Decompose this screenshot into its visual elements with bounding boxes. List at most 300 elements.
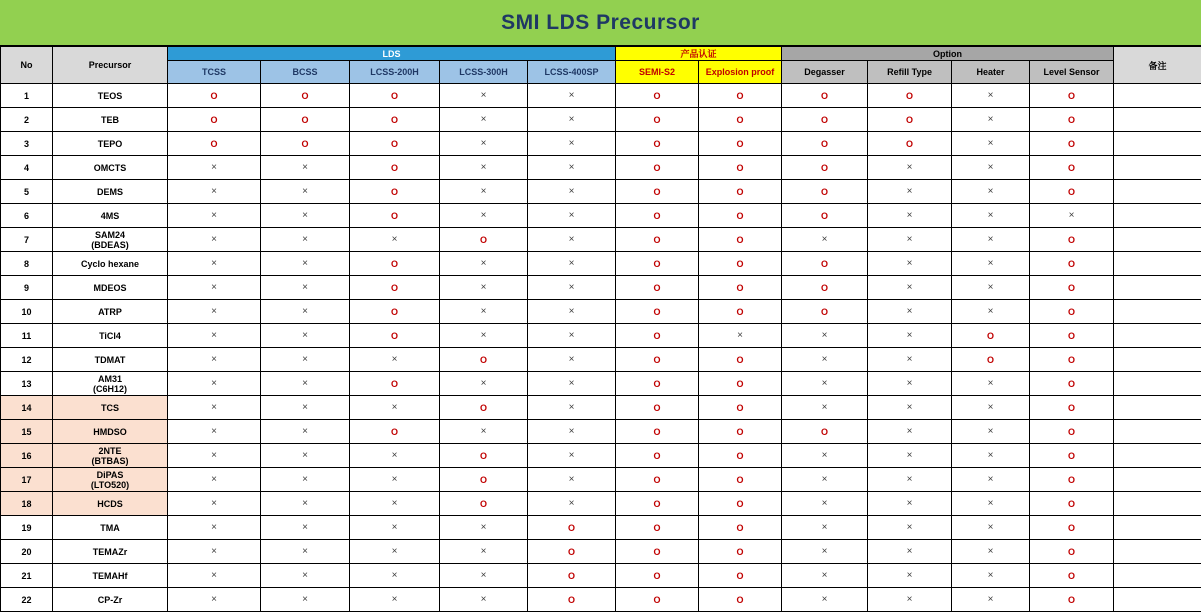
table-row xyxy=(1,300,1201,324)
cell-mark: O xyxy=(1030,420,1114,444)
cell-mark: O xyxy=(350,132,440,156)
cell-mark: O xyxy=(699,540,782,564)
cell-mark: × xyxy=(782,564,868,588)
table-row xyxy=(1,588,1201,612)
cell-mark: O xyxy=(261,84,350,108)
precursor-name: DiPAS (LTO520) xyxy=(53,468,168,492)
cell-mark: O xyxy=(782,132,868,156)
cell-mark: O xyxy=(350,420,440,444)
cell-mark: O xyxy=(1030,564,1114,588)
cell-mark: O xyxy=(616,348,699,372)
cell-mark: × xyxy=(528,180,616,204)
cell-mark: O xyxy=(616,252,699,276)
row-number: 4 xyxy=(1,156,53,180)
cell-mark: O xyxy=(1030,108,1114,132)
cell-mark: O xyxy=(1030,300,1114,324)
row-number: 22 xyxy=(1,588,53,612)
cell-mark: O xyxy=(350,324,440,348)
column-header-refill-type: Refill Type xyxy=(868,61,952,84)
cell-mark: O xyxy=(261,132,350,156)
column-header-no: No xyxy=(1,47,53,84)
cell-mark: × xyxy=(952,180,1030,204)
cell-mark: × xyxy=(261,156,350,180)
cell-mark: O xyxy=(350,180,440,204)
cell-mark: × xyxy=(261,276,350,300)
cell-mark: × xyxy=(782,444,868,468)
cell-mark: × xyxy=(868,180,952,204)
precursor-name: TDMAT xyxy=(53,348,168,372)
cell-mark: × xyxy=(528,204,616,228)
precursor-name: CP-Zr xyxy=(53,588,168,612)
cell-mark: × xyxy=(261,444,350,468)
cell-mark: O xyxy=(168,84,261,108)
column-group-certification: 产品认证 xyxy=(616,47,782,61)
cell-mark: O xyxy=(699,300,782,324)
cell-mark: × xyxy=(440,372,528,396)
cell-mark: O xyxy=(528,564,616,588)
cell-mark: O xyxy=(1030,180,1114,204)
row-number: 12 xyxy=(1,348,53,372)
cell-mark: O xyxy=(350,156,440,180)
cell-mark: × xyxy=(350,492,440,516)
cell-mark: × xyxy=(261,372,350,396)
cell-mark: O xyxy=(699,108,782,132)
cell-mark: × xyxy=(440,132,528,156)
cell-mark: × xyxy=(528,444,616,468)
cell-mark: × xyxy=(868,516,952,540)
cell-mark: × xyxy=(952,252,1030,276)
cell-mark: × xyxy=(261,252,350,276)
cell-mark: O xyxy=(699,372,782,396)
remark-cell xyxy=(1114,228,1201,252)
cell-mark: O xyxy=(1030,444,1114,468)
column-header-lcss-400sp: LCSS-400SP xyxy=(528,61,616,84)
table-row xyxy=(1,156,1201,180)
cell-mark: × xyxy=(168,204,261,228)
cell-mark: O xyxy=(350,372,440,396)
cell-mark: × xyxy=(168,564,261,588)
cell-mark: O xyxy=(168,132,261,156)
document-title-bar xyxy=(0,0,1201,46)
cell-mark: × xyxy=(261,516,350,540)
column-group-lds: LDS xyxy=(168,47,616,61)
cell-mark: × xyxy=(440,300,528,324)
cell-mark: × xyxy=(528,156,616,180)
cell-mark: × xyxy=(528,84,616,108)
cell-mark: × xyxy=(528,324,616,348)
cell-mark: O xyxy=(782,108,868,132)
cell-mark: × xyxy=(168,228,261,252)
cell-mark: O xyxy=(1030,588,1114,612)
cell-mark: O xyxy=(1030,492,1114,516)
table-row xyxy=(1,84,1201,108)
precursor-name: HMDSO xyxy=(53,420,168,444)
cell-mark: × xyxy=(440,84,528,108)
cell-mark: × xyxy=(782,516,868,540)
cell-mark: × xyxy=(350,396,440,420)
cell-mark: × xyxy=(952,540,1030,564)
cell-mark: O xyxy=(616,540,699,564)
row-number: 8 xyxy=(1,252,53,276)
row-number: 6 xyxy=(1,204,53,228)
cell-mark: O xyxy=(616,276,699,300)
cell-mark: O xyxy=(528,516,616,540)
cell-mark: O xyxy=(350,84,440,108)
remark-cell xyxy=(1114,156,1201,180)
cell-mark: × xyxy=(528,348,616,372)
cell-mark: O xyxy=(616,396,699,420)
cell-mark: O xyxy=(699,84,782,108)
precursor-name: TEPO xyxy=(53,132,168,156)
precursor-name: TEOS xyxy=(53,84,168,108)
cell-mark: × xyxy=(952,492,1030,516)
cell-mark: × xyxy=(261,468,350,492)
precursor-name: MDEOS xyxy=(53,276,168,300)
column-header-lcss-200h: LCSS-200H xyxy=(350,61,440,84)
precursor-name: TEMAZr xyxy=(53,540,168,564)
cell-mark: × xyxy=(952,444,1030,468)
cell-mark: × xyxy=(261,300,350,324)
cell-mark: O xyxy=(699,516,782,540)
row-number: 5 xyxy=(1,180,53,204)
cell-mark: O xyxy=(1030,348,1114,372)
cell-mark: O xyxy=(1030,276,1114,300)
cell-mark: × xyxy=(440,540,528,564)
cell-mark: × xyxy=(782,540,868,564)
cell-mark: × xyxy=(868,468,952,492)
cell-mark: × xyxy=(261,228,350,252)
cell-mark: × xyxy=(952,156,1030,180)
cell-mark: O xyxy=(1030,84,1114,108)
remark-cell xyxy=(1114,84,1201,108)
cell-mark: × xyxy=(868,564,952,588)
cell-mark: × xyxy=(952,516,1030,540)
table-row xyxy=(1,108,1201,132)
cell-mark: × xyxy=(868,300,952,324)
cell-mark: O xyxy=(440,468,528,492)
cell-mark: O xyxy=(699,276,782,300)
cell-mark: O xyxy=(616,108,699,132)
cell-mark: × xyxy=(782,468,868,492)
cell-mark: O xyxy=(699,492,782,516)
cell-mark: O xyxy=(616,156,699,180)
precursor-name: TCS xyxy=(53,396,168,420)
cell-mark: O xyxy=(440,444,528,468)
cell-mark: × xyxy=(782,348,868,372)
precursor-name: ATRP xyxy=(53,300,168,324)
table-row xyxy=(1,444,1201,468)
cell-mark: × xyxy=(868,276,952,300)
cell-mark: × xyxy=(168,540,261,564)
cell-mark: O xyxy=(1030,252,1114,276)
cell-mark: × xyxy=(782,324,868,348)
cell-mark: × xyxy=(168,420,261,444)
table-header xyxy=(1,47,1201,84)
cell-mark: O xyxy=(868,84,952,108)
cell-mark: × xyxy=(868,420,952,444)
remark-cell xyxy=(1114,444,1201,468)
cell-mark: O xyxy=(1030,540,1114,564)
table-row xyxy=(1,324,1201,348)
cell-mark: O xyxy=(699,252,782,276)
cell-mark: O xyxy=(528,540,616,564)
precursor-table xyxy=(0,46,1201,612)
precursor-name: SAM24 (BDEAS) xyxy=(53,228,168,252)
column-header-degasser: Degasser xyxy=(782,61,868,84)
cell-mark: × xyxy=(952,108,1030,132)
column-header-bcss: BCSS xyxy=(261,61,350,84)
cell-mark: × xyxy=(261,180,350,204)
cell-mark: O xyxy=(699,348,782,372)
cell-mark: × xyxy=(528,276,616,300)
cell-mark: O xyxy=(699,204,782,228)
row-number: 20 xyxy=(1,540,53,564)
cell-mark: × xyxy=(168,516,261,540)
cell-mark: × xyxy=(440,324,528,348)
remark-cell xyxy=(1114,540,1201,564)
cell-mark: × xyxy=(868,348,952,372)
table-row xyxy=(1,204,1201,228)
cell-mark: O xyxy=(350,276,440,300)
cell-mark: O xyxy=(952,324,1030,348)
cell-mark: × xyxy=(350,348,440,372)
cell-mark: O xyxy=(616,300,699,324)
cell-mark: × xyxy=(868,228,952,252)
column-header-heater: Heater xyxy=(952,61,1030,84)
table-row xyxy=(1,348,1201,372)
cell-mark: × xyxy=(168,372,261,396)
column-header-semi-s2: SEMI-S2 xyxy=(616,61,699,84)
page-title: SMI LDS Precursor xyxy=(501,11,700,35)
cell-mark: O xyxy=(616,468,699,492)
cell-mark: × xyxy=(952,588,1030,612)
table-row xyxy=(1,180,1201,204)
table-row xyxy=(1,372,1201,396)
cell-mark: × xyxy=(350,516,440,540)
cell-mark: O xyxy=(699,396,782,420)
cell-mark: × xyxy=(350,468,440,492)
cell-mark: × xyxy=(952,396,1030,420)
cell-mark: O xyxy=(1030,516,1114,540)
cell-mark: × xyxy=(782,372,868,396)
cell-mark: O xyxy=(782,84,868,108)
remark-cell xyxy=(1114,180,1201,204)
cell-mark: × xyxy=(782,492,868,516)
cell-mark: × xyxy=(699,324,782,348)
cell-mark: O xyxy=(350,108,440,132)
cell-mark: × xyxy=(261,324,350,348)
table-row xyxy=(1,540,1201,564)
cell-mark: × xyxy=(868,372,952,396)
cell-mark: × xyxy=(528,420,616,444)
cell-mark: O xyxy=(1030,372,1114,396)
cell-mark: × xyxy=(868,324,952,348)
cell-mark: O xyxy=(699,564,782,588)
column-header-remark: 备注 xyxy=(1114,47,1201,84)
cell-mark: × xyxy=(440,108,528,132)
cell-mark: O xyxy=(782,276,868,300)
cell-mark: × xyxy=(440,516,528,540)
cell-mark: × xyxy=(168,180,261,204)
cell-mark: O xyxy=(699,420,782,444)
column-header-tcss: TCSS xyxy=(168,61,261,84)
column-group-option: Option xyxy=(782,47,1114,61)
cell-mark: O xyxy=(616,204,699,228)
cell-mark: × xyxy=(952,468,1030,492)
cell-mark: O xyxy=(616,492,699,516)
cell-mark: × xyxy=(782,396,868,420)
cell-mark: × xyxy=(952,420,1030,444)
cell-mark: O xyxy=(350,204,440,228)
cell-mark: O xyxy=(699,132,782,156)
cell-mark: O xyxy=(616,444,699,468)
cell-mark: O xyxy=(782,420,868,444)
row-number: 19 xyxy=(1,516,53,540)
cell-mark: O xyxy=(616,588,699,612)
remark-cell xyxy=(1114,564,1201,588)
row-number: 9 xyxy=(1,276,53,300)
cell-mark: × xyxy=(868,588,952,612)
precursor-name: TiCl4 xyxy=(53,324,168,348)
cell-mark: O xyxy=(1030,228,1114,252)
cell-mark: O xyxy=(440,348,528,372)
remark-cell xyxy=(1114,204,1201,228)
cell-mark: O xyxy=(699,444,782,468)
cell-mark: × xyxy=(952,372,1030,396)
cell-mark: × xyxy=(350,228,440,252)
cell-mark: O xyxy=(616,324,699,348)
cell-mark: O xyxy=(952,348,1030,372)
remark-cell xyxy=(1114,252,1201,276)
cell-mark: O xyxy=(440,228,528,252)
cell-mark: × xyxy=(868,204,952,228)
cell-mark: × xyxy=(952,132,1030,156)
precursor-name: HCDS xyxy=(53,492,168,516)
cell-mark: × xyxy=(350,444,440,468)
cell-mark: × xyxy=(782,228,868,252)
cell-mark: × xyxy=(528,372,616,396)
precursor-name: DEMS xyxy=(53,180,168,204)
cell-mark: × xyxy=(952,564,1030,588)
remark-cell xyxy=(1114,132,1201,156)
cell-mark: × xyxy=(952,276,1030,300)
cell-mark: × xyxy=(168,492,261,516)
cell-mark: × xyxy=(1030,204,1114,228)
cell-mark: × xyxy=(261,396,350,420)
row-number: 14 xyxy=(1,396,53,420)
remark-cell xyxy=(1114,108,1201,132)
precursor-name: TEB xyxy=(53,108,168,132)
table-sub-header-row xyxy=(1,61,1201,84)
cell-mark: O xyxy=(616,420,699,444)
cell-mark: × xyxy=(868,156,952,180)
cell-mark: × xyxy=(350,564,440,588)
precursor-name: TMA xyxy=(53,516,168,540)
remark-cell xyxy=(1114,420,1201,444)
cell-mark: O xyxy=(782,252,868,276)
cell-mark: × xyxy=(168,348,261,372)
row-number: 21 xyxy=(1,564,53,588)
cell-mark: O xyxy=(699,588,782,612)
table-group-header-row xyxy=(1,47,1201,61)
column-header-explosion-proof: Explosion proof xyxy=(699,61,782,84)
cell-mark: × xyxy=(168,300,261,324)
cell-mark: O xyxy=(616,564,699,588)
cell-mark: O xyxy=(616,516,699,540)
table-row xyxy=(1,468,1201,492)
cell-mark: × xyxy=(261,348,350,372)
cell-mark: × xyxy=(168,276,261,300)
cell-mark: O xyxy=(616,132,699,156)
cell-mark: O xyxy=(1030,396,1114,420)
cell-mark: × xyxy=(952,300,1030,324)
cell-mark: O xyxy=(868,132,952,156)
row-number: 18 xyxy=(1,492,53,516)
cell-mark: O xyxy=(699,156,782,180)
row-number: 17 xyxy=(1,468,53,492)
cell-mark: × xyxy=(528,396,616,420)
cell-mark: × xyxy=(868,444,952,468)
cell-mark: O xyxy=(782,204,868,228)
cell-mark: × xyxy=(528,132,616,156)
cell-mark: × xyxy=(350,540,440,564)
cell-mark: × xyxy=(440,420,528,444)
cell-mark: O xyxy=(350,300,440,324)
remark-cell xyxy=(1114,588,1201,612)
remark-cell xyxy=(1114,516,1201,540)
table-row xyxy=(1,132,1201,156)
row-number: 11 xyxy=(1,324,53,348)
cell-mark: O xyxy=(616,84,699,108)
cell-mark: O xyxy=(782,156,868,180)
cell-mark: × xyxy=(868,492,952,516)
remark-cell xyxy=(1114,492,1201,516)
remark-cell xyxy=(1114,348,1201,372)
precursor-name: OMCTS xyxy=(53,156,168,180)
cell-mark: × xyxy=(528,300,616,324)
table-body xyxy=(1,84,1201,612)
cell-mark: O xyxy=(1030,132,1114,156)
cell-mark: × xyxy=(528,468,616,492)
cell-mark: × xyxy=(528,228,616,252)
cell-mark: × xyxy=(952,204,1030,228)
row-number: 2 xyxy=(1,108,53,132)
cell-mark: × xyxy=(168,252,261,276)
table-row xyxy=(1,228,1201,252)
cell-mark: O xyxy=(1030,324,1114,348)
cell-mark: O xyxy=(168,108,261,132)
cell-mark: O xyxy=(261,108,350,132)
cell-mark: O xyxy=(699,468,782,492)
remark-cell xyxy=(1114,324,1201,348)
cell-mark: × xyxy=(168,588,261,612)
cell-mark: × xyxy=(261,492,350,516)
row-number: 10 xyxy=(1,300,53,324)
cell-mark: O xyxy=(1030,156,1114,180)
row-number: 1 xyxy=(1,84,53,108)
cell-mark: × xyxy=(440,276,528,300)
cell-mark: × xyxy=(168,324,261,348)
column-header-lcss-300h: LCSS-300H xyxy=(440,61,528,84)
cell-mark: × xyxy=(440,564,528,588)
remark-cell xyxy=(1114,300,1201,324)
table-row xyxy=(1,276,1201,300)
cell-mark: O xyxy=(350,252,440,276)
cell-mark: O xyxy=(616,372,699,396)
cell-mark: × xyxy=(261,204,350,228)
cell-mark: O xyxy=(440,492,528,516)
remark-cell xyxy=(1114,396,1201,420)
